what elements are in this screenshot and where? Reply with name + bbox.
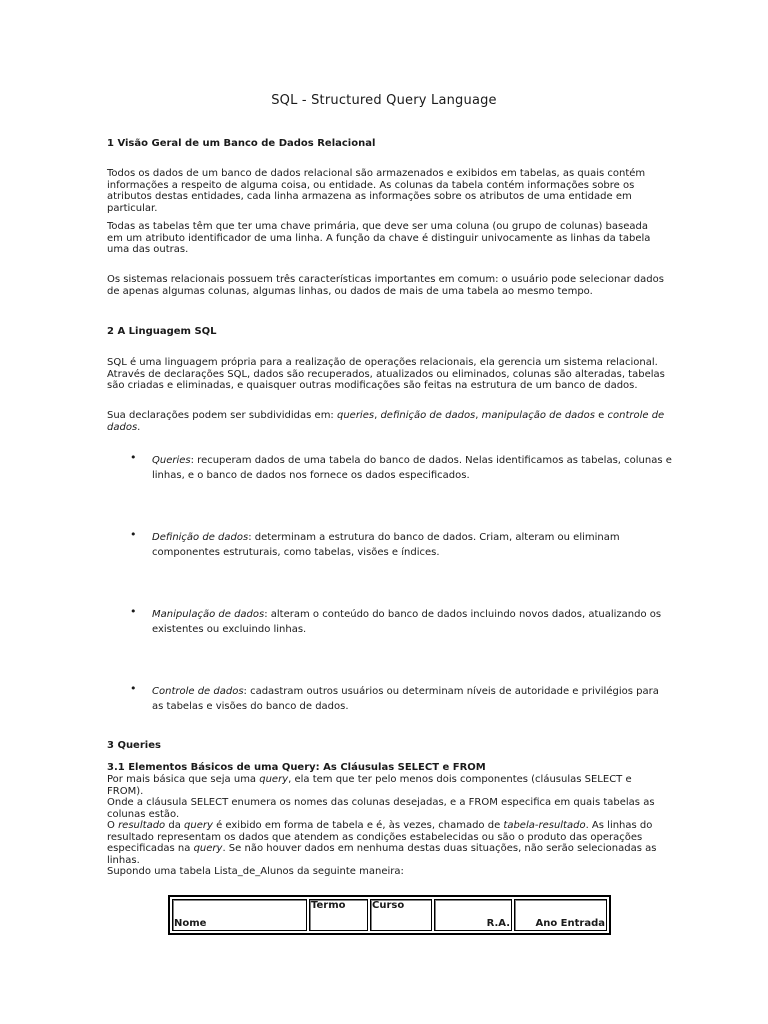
section-2-paragraph-1: SQL é uma linguagem própria para a realização de operações relacionais, ela gerencia um sistema relacional. Através de declarações SQL, dados são recuperados, atualizados ou eliminados, colunas são alteradas, tabelas são criadas e eliminadas, e quaisquer outras modificações são feitas na estrutura de um banco de dados. xyxy=(107,357,665,391)
section-3-heading: 3 Queries xyxy=(107,740,161,751)
section-1-paragraph-2: Todas as tabelas têm que ter uma chave primária, que deve ser uma coluna (ou grupo de colunas) baseada em um atributo identificador de uma linha. A função da chave é distinguir univocamente as linhas da tabela uma das outras. xyxy=(107,221,651,255)
bullet-dot: • xyxy=(130,528,137,541)
bullet-item-definicao: Definição de dados: determinam a estrutura do banco de dados. Criam, alteram ou eliminam componentes estruturais, como tabelas, visões e índices. xyxy=(152,532,620,558)
section-3-1-line-1: Por mais básica que seja uma query, ela tem que ter pelo menos dois componentes (cláusulas SELECT e FROM). xyxy=(107,774,632,797)
section-1-paragraph-1: Todos os dados de um banco de dados relacional são armazenados e exibidos em tabelas, as quais contém informações a respeito de alguma coisa, ou entidade. As colunas da tabela contém informações sobre os atributos destas entidades, cada linha armazena as informações sobre os atributos de uma entidade em particular. xyxy=(107,168,646,214)
section-3-1-body xyxy=(107,774,667,878)
bullet-dot: • xyxy=(130,451,137,464)
table-header-ano-entrada: Ano Entrada xyxy=(514,899,607,931)
table-header-ra: R.A. xyxy=(434,899,512,931)
bullet-item-manipulacao: Manipulação de dados: alteram o conteúdo do banco de dados incluindo novos dados, atualizando os existentes ou excluindo linhas. xyxy=(152,609,662,635)
bullet-dot: • xyxy=(130,682,137,695)
bullet-dot: • xyxy=(130,605,137,618)
document-title: SQL - Structured Query Language xyxy=(271,93,497,108)
table-header-termo: Termo xyxy=(309,899,368,931)
table-header-nome: Nome xyxy=(172,899,307,931)
section-1-paragraph-3: Os sistemas relacionais possuem três características importantes em comum: o usuário pode selecionar dados de apenas algumas colunas, algumas linhas, ou dados de mais de uma tabela ao mesmo tempo. xyxy=(107,274,664,297)
lista-de-alunos-table xyxy=(168,895,611,935)
section-1-heading: 1 Visão Geral de um Banco de Dados Relacional xyxy=(107,138,376,149)
section-3-1-line-4: Supondo uma tabela Lista_de_Alunos da seguinte maneira: xyxy=(107,866,404,877)
section-3-1-line-3: O resultado da query é exibido em forma de tabela e é, às vezes, chamado de tabela-resultado. As linhas do resultado representam os dados que atendem as condições estabelecidas ou são o produto das operações especificadas na query. Se não houver dados em nenhuma destas duas situações, não serão selecionadas as linhas. xyxy=(107,820,657,866)
section-2-heading: 2 A Linguagem SQL xyxy=(107,326,217,337)
section-2-paragraph-2: Sua declarações podem ser subdivididas em: queries, definição de dados, manipulação de dados e controle de dados. xyxy=(107,410,665,433)
bullet-item-controle: Controle de dados: cadastram outros usuários ou determinam níveis de autoridade e privilégios para as tabelas e visões do banco de dados. xyxy=(152,686,659,712)
bullet-item-queries: Queries: recuperam dados de uma tabela do banco de dados. Nelas identificamos as tabelas, colunas e linhas, e o banco de dados nos fornece os dados especificados. xyxy=(152,455,672,481)
table-header-row xyxy=(172,899,607,931)
section-3-1-line-2: Onde a cláusula SELECT enumera os nomes das colunas desejadas, e a FROM especifica em quais tabelas as colunas estão. xyxy=(107,797,655,820)
section-3-1-heading: 3.1 Elementos Básicos de uma Query: As Cláusulas SELECT e FROM xyxy=(107,762,486,773)
table-header-curso: Curso xyxy=(370,899,432,931)
